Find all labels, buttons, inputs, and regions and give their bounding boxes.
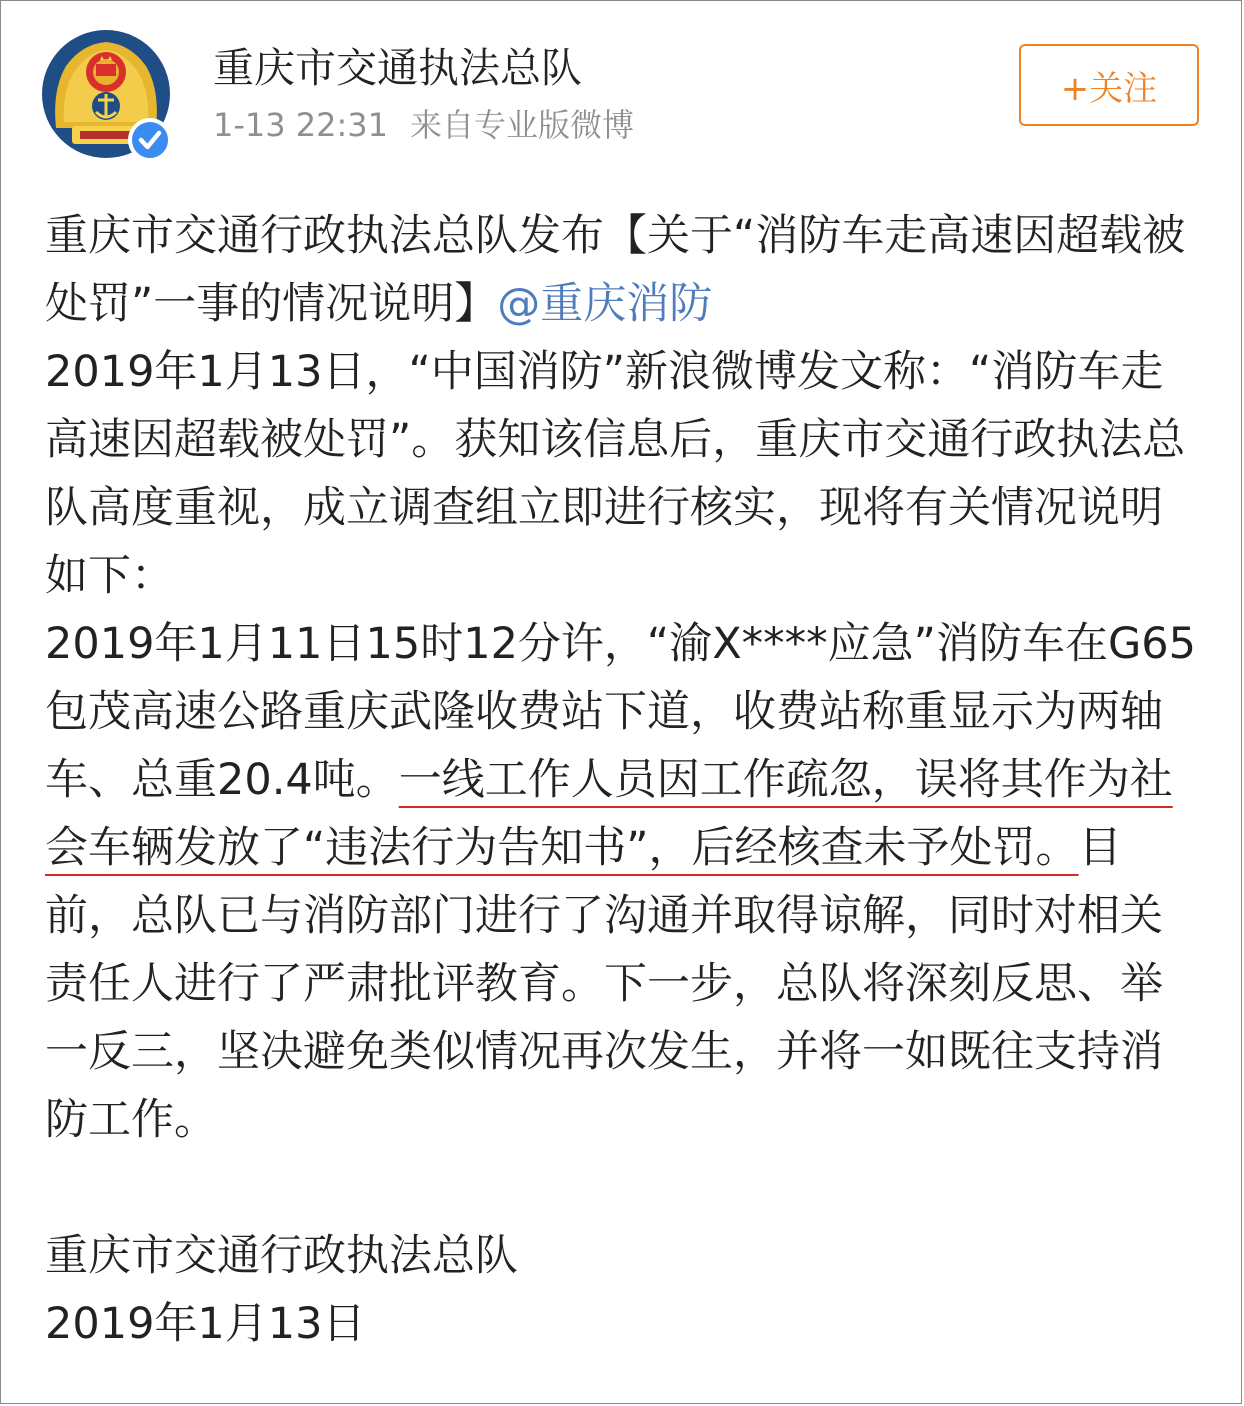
post-paragraph-intro: 2019年1月13日，“中国消防”新浪微博发文称：“消防车走高速因超载被处罚”。获知该信息后，重庆市交通行政执法总队高度重视，成立调查组立即进行核实，现将有关情况说明如下：	[45, 347, 1186, 601]
post-title-text: 重庆市交通行政执法总队发布【关于“消防车走高速因超载被处罚”一事的情况说明】	[45, 211, 1186, 329]
signature-date: 2019年1月13日	[45, 1299, 366, 1349]
post-source: 来自专业版微博	[410, 106, 635, 144]
post-meta	[213, 104, 634, 146]
verified-check-icon	[128, 118, 172, 162]
post-body	[45, 202, 1205, 1358]
underlined-highlight: 一线工作人员因工作疏忽，误将其作为社会车辆发放了“违法行为告知书”，后经核查未予处罚。	[45, 755, 1173, 873]
follow-button[interactable]: +关注	[1019, 44, 1199, 126]
signature: 重庆市交通行政执法总队	[45, 1231, 518, 1281]
paragraph-gap	[45, 1154, 1205, 1222]
details-followup-text: 目前，总队已与消防部门进行了沟通并取得谅解，同时对相关责任人进行了严肃批评教育。下一步，总队将深刻反思、举一反三，坚决避免类似情况再次发生，并将一如既往支持消防工作。	[45, 823, 1163, 1145]
post-paragraph-details	[45, 610, 1205, 1154]
details-text: 2019年1月11日15时12分许，“渝X****应急”消防车在G65包茂高速公路重庆武隆收费站下道，收费站称重显示为两轴车、总重20.4吨。	[45, 619, 1196, 805]
post-time: 1-13 22:31	[213, 106, 389, 144]
account-name[interactable]: 重庆市交通执法总队	[213, 44, 582, 92]
post-paragraph-title	[45, 202, 1205, 338]
mention-link[interactable]: @重庆消防	[497, 279, 713, 329]
post-header	[0, 0, 1244, 180]
